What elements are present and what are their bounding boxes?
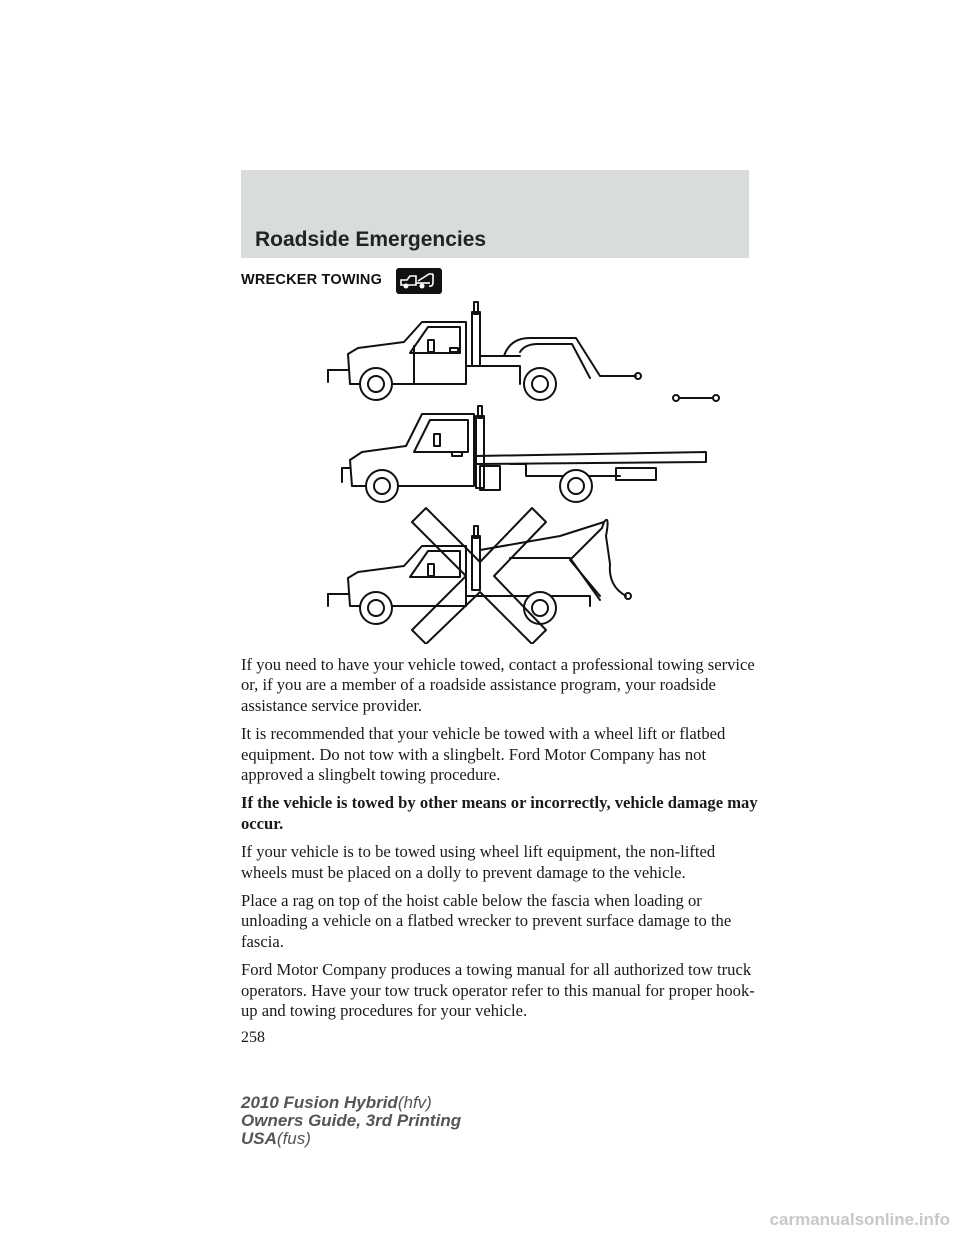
wrecker-truck-icon <box>396 268 442 294</box>
document-footer <box>241 1094 461 1148</box>
footer-line-2: Owners Guide, 3rd Printing <box>241 1111 462 1130</box>
footer-line-1: 2010 Fusion Hybrid(hfv) <box>241 1093 432 1112</box>
section-title: Roadside Emergencies <box>255 228 487 251</box>
watermark: carmanualsonline.info <box>769 1210 950 1229</box>
flatbed-truck <box>342 406 706 502</box>
section-heading: WRECKER TOWING <box>241 272 383 288</box>
page-number: 258 <box>241 1029 265 1046</box>
warning-paragraph: If the vehicle is towed by other means or incorrectly, vehicle damage may occur. <box>241 793 758 833</box>
body-text <box>241 655 761 1030</box>
paragraph: Place a rag on top of the hoist cable below the fascia when loading or unloading a vehicle on a flatbed wrecker to prevent surface damage to the fascia. <box>241 891 732 951</box>
section-header-band <box>241 170 749 258</box>
paragraph: If your vehicle is to be towed using wheel lift equipment, the non-lifted wheels must be placed on a dolly to prevent damage to the vehicle. <box>241 842 716 882</box>
towing-methods-illustration <box>320 296 740 644</box>
wheel-lift-truck <box>328 302 719 401</box>
paragraph: It is recommended that your vehicle be towed with a wheel lift or flatbed equipment. Do not tow with a slingbelt. Ford Motor Company has not approved a slingbelt towing procedure. <box>241 724 726 785</box>
paragraph: If you need to have your vehicle towed, contact a professional towing service or, if you are a member of a roadside assistance program, your roadside assistance service provider. <box>241 655 755 715</box>
footer-line-3: USA(fus) <box>241 1129 311 1148</box>
paragraph: Ford Motor Company produces a towing manual for all authorized tow truck operators. Have your tow truck operator refer to this manual for proper hook-up and towing procedures for your vehicle. <box>241 960 755 1021</box>
